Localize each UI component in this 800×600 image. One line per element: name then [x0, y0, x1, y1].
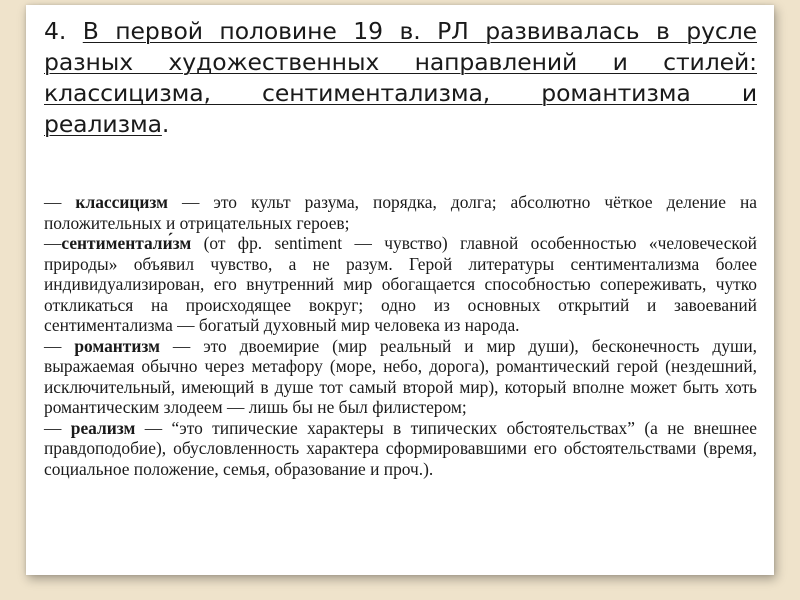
term-realism: реализм — [70, 417, 136, 438]
definition-text: (от фр. sentiment — чувство) главной особенностью «человеческой природы» объявил чувство, а не разум. Герой литературы сентиментализма более индивидуализирован, его внутренний мир обогащается способностью сопереживать, чутко откликаться на происходящее вокруг; одно из основных открытий и завоеваний сентиментализма — богатый духовный мир человека из народа. — [44, 233, 757, 335]
term-classicism: классицизм — [75, 192, 168, 212]
definition-realism — [44, 418, 757, 480]
heading-period: . — [161, 110, 170, 138]
term-romanticism: романтизм — [74, 335, 160, 356]
lead-dash: — — [44, 233, 62, 253]
definition-text: — это двоемирие (мир реальный и мир души), бесконечность души, выражаемая обычно через метафору (море, небо, дорога), романтический герой (нездешний, исключительный, имеющий в душе тот самый второй мир), который вполне может быть хоть романтическим злодеем — лишь бы не был филистером; — [44, 335, 757, 417]
slide-heading — [44, 16, 757, 140]
definition-text: — “это типические характеры в типических обстоятельствах” (а не внешнее правдоподобие), обусловленность характера сформировавшими его обстоятельствами (время, социальное положение, семья, образование и проч.). — [44, 417, 757, 479]
heading-underlined-text: В первой половине 19 в. РЛ развивалась в русле разных художественных направлений и стилей: классицизма, сентиментализма, романтизма и реализма — [44, 17, 757, 138]
term-sentimentalism: сентиментали́зм — [61, 233, 192, 253]
definition-romanticism — [44, 336, 757, 418]
definition-text: — это культ разума, порядка, долга; абсолютно чёткое деление на положительных и отрицательных героев; — [44, 192, 757, 233]
slide — [26, 5, 774, 575]
lead-dash: — — [44, 192, 62, 212]
lead-dash: — — [44, 335, 62, 356]
definitions-body — [44, 192, 757, 479]
definition-sentimentalism — [44, 233, 757, 336]
lead-dash: — — [44, 417, 62, 438]
definition-classicism — [44, 192, 757, 233]
heading-number: 4. — [44, 17, 67, 45]
